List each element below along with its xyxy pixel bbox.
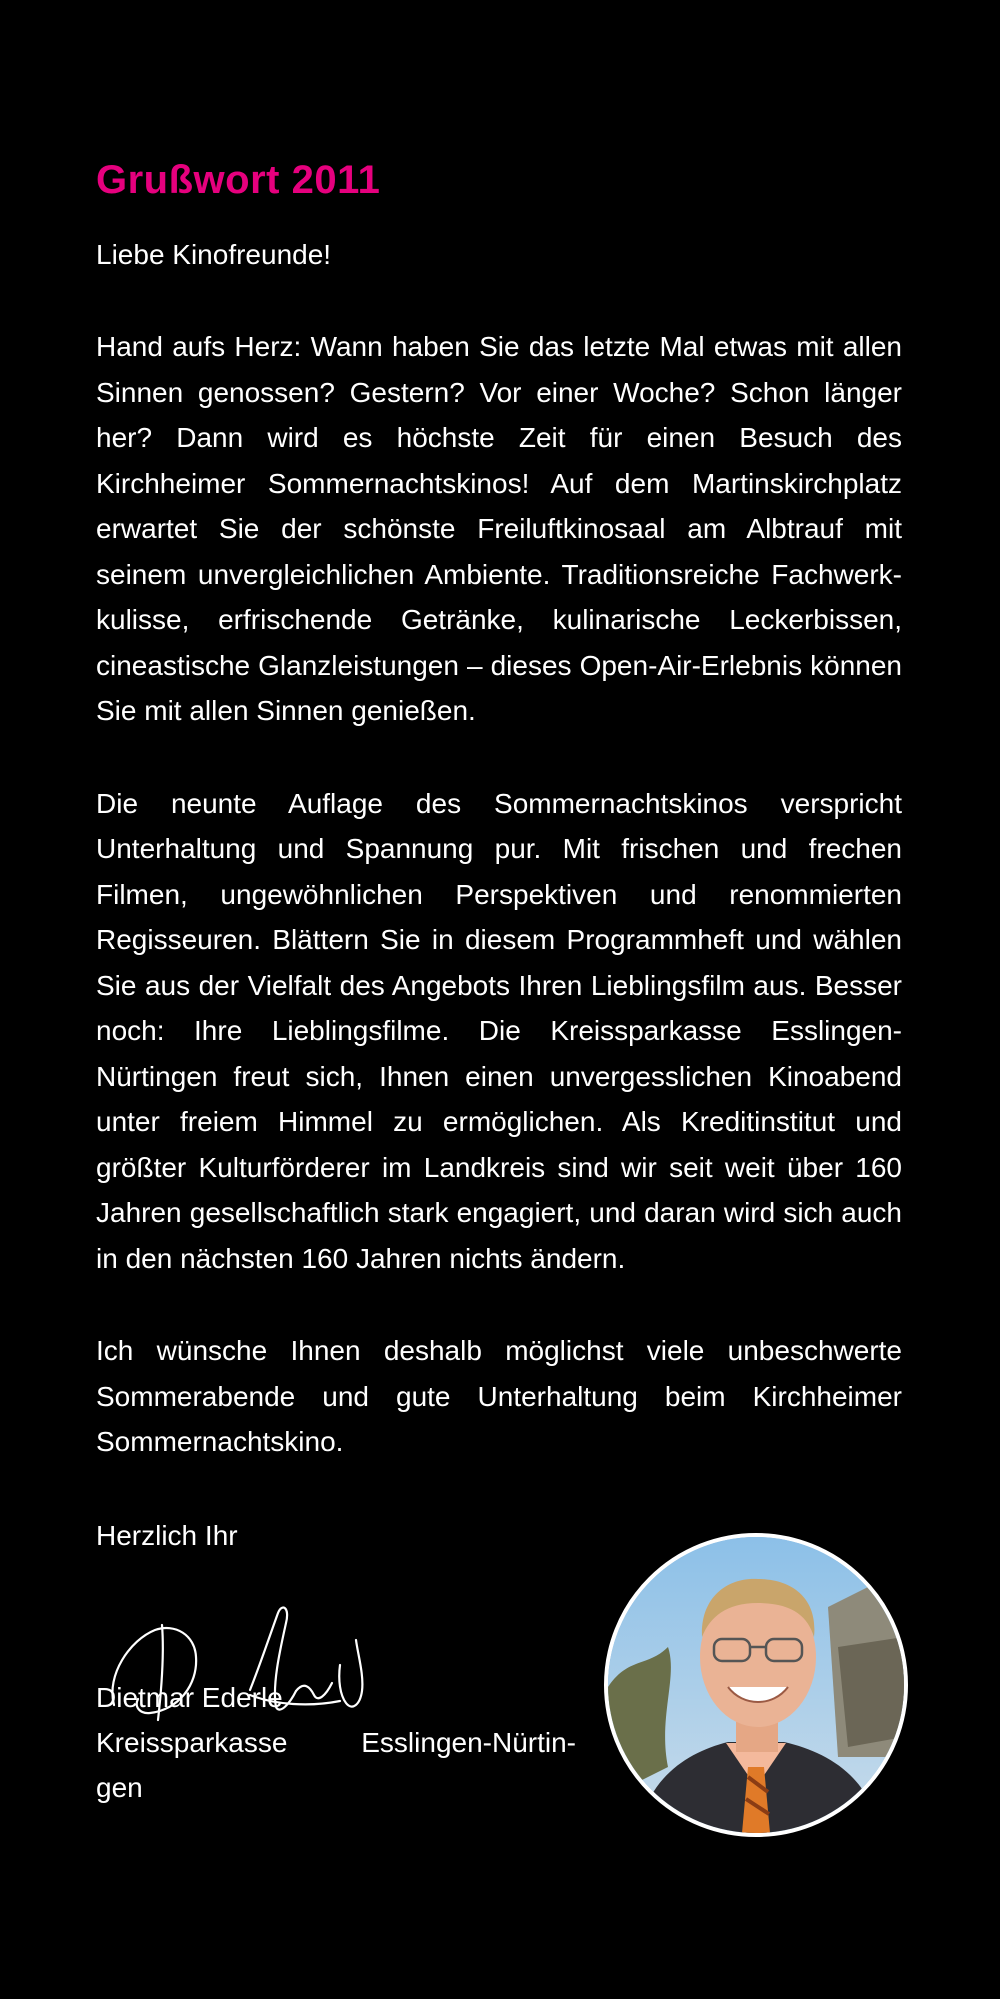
signer-organisation <box>96 1720 576 1765</box>
paragraph-3: Ich wünsche Ihnen deshalb möglichst viele unbeschwerte Sommerabende und gute Unterhaltung beim Kirchheimer Sommernachtskino. <box>96 1335 902 1457</box>
signer-org-part1: Kreissparkasse <box>96 1727 288 1758</box>
page-title: Grußwort 2011 <box>96 158 381 202</box>
closing: Herzlich Ihr <box>96 1519 238 1551</box>
letter-content <box>96 150 902 1558</box>
signer-name: Dietmar Ederle <box>96 1682 283 1713</box>
paragraph-2: Die neunte Auflage des Sommernachtskinos verspricht Unterhaltung und Spannung pur. Mit frischen und frechen Filmen, ungewöhnlichen Perspektiven und renommierten Regisseuren. Blättern Sie in diesem Programmheft und wählen Sie aus der Vielfalt des Angebots Ihren Lieblingsfilm aus. Besser noch: Ihre Lieblingsfilme. Die Kreissparkasse Esslingen-Nürtingen freut sich, Ihnen einen unvergesslichen Kinoabend unter freiem Himmel zu ermöglichen. Als Kreditinstitut und größter Kulturförderer im Landkreis sind wir seit weit über 160 Jahren gesellschaftlich stark engagiert, und daran wird sich auch in den nächsten 160 Jahren nichts ändern. <box>96 787 902 1274</box>
portrait-photo <box>604 1533 908 1837</box>
portrait-icon <box>608 1537 904 1833</box>
greeting: Liebe Kinofreunde! <box>96 239 332 270</box>
signer-org-part2: Esslingen-Nürtin- <box>361 1727 576 1758</box>
signer-org-part3: gen <box>96 1772 143 1803</box>
paragraph-1: Hand aufs Herz: Wann haben Sie das letzte Mal etwas mit allen Sinnen genossen? Gestern? Vor einer Woche? Schon länger her? Dann wird es höchste Zeit für einen Besuch des Kirchheimer Sommernachtskinos! Auf dem Martinskirchplatz erwartet Sie der schönste Freiluftkinosaal am Albtrauf mit seinem unvergleichlichen Ambiente. Traditionsreiche Fachwerkkulisse, erfrischende Getränke, kulinarische Leckerbissen, cineastische Glanzleistungen – dieses Open-Air-Erlebnis können Sie mit allen Sinnen genießen. <box>96 331 902 726</box>
signer-block <box>96 1675 576 1810</box>
